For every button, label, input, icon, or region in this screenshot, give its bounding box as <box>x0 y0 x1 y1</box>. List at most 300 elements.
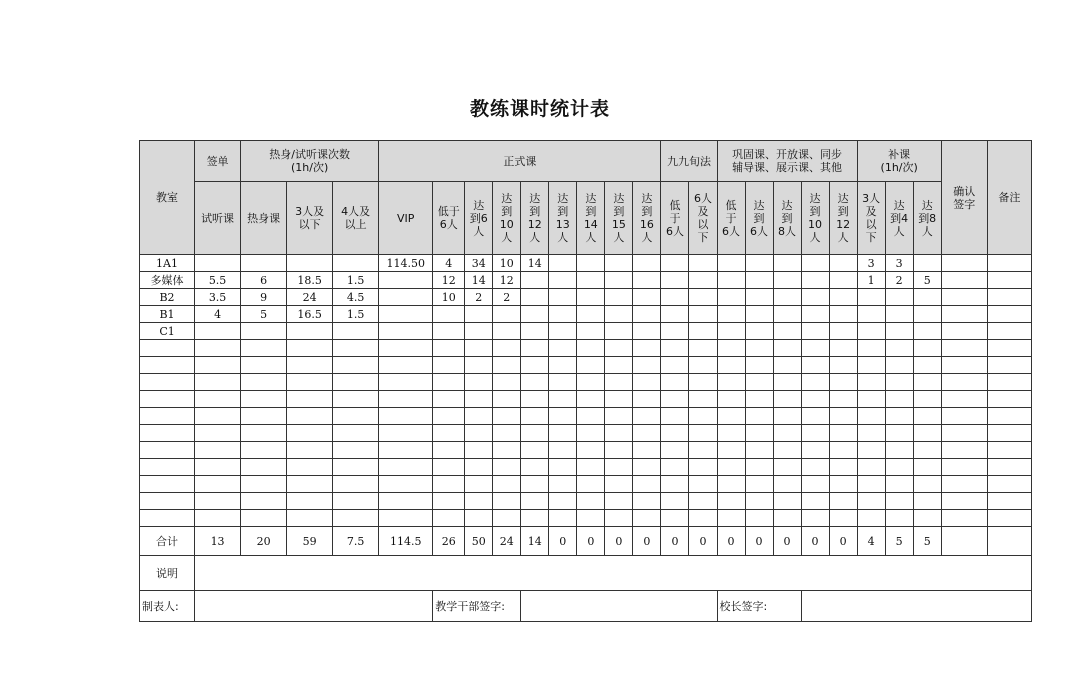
data-cell[interactable] <box>717 272 745 289</box>
data-cell[interactable] <box>333 323 379 340</box>
total-cell[interactable]: 0 <box>717 527 745 556</box>
maker-field[interactable] <box>195 591 433 622</box>
data-cell[interactable] <box>801 323 829 340</box>
data-cell[interactable] <box>493 459 521 476</box>
data-cell[interactable] <box>661 493 689 510</box>
data-cell[interactable] <box>885 374 913 391</box>
data-cell[interactable] <box>987 476 1031 493</box>
total-cell[interactable]: 14 <box>521 527 549 556</box>
data-cell[interactable] <box>195 391 241 408</box>
data-cell[interactable] <box>633 391 661 408</box>
data-cell[interactable] <box>661 255 689 272</box>
data-cell[interactable] <box>549 255 577 272</box>
data-cell[interactable] <box>857 476 885 493</box>
total-cell[interactable]: 0 <box>577 527 605 556</box>
room-cell[interactable] <box>140 442 195 459</box>
data-cell[interactable] <box>605 391 633 408</box>
data-cell[interactable] <box>549 340 577 357</box>
data-cell[interactable] <box>287 391 333 408</box>
data-cell[interactable] <box>801 255 829 272</box>
data-cell[interactable] <box>433 374 465 391</box>
data-cell[interactable] <box>661 510 689 527</box>
data-cell[interactable] <box>493 391 521 408</box>
data-cell[interactable] <box>941 476 987 493</box>
data-cell[interactable] <box>801 459 829 476</box>
data-cell[interactable] <box>717 340 745 357</box>
data-cell[interactable] <box>195 255 241 272</box>
total-cell[interactable]: 114.5 <box>379 527 433 556</box>
data-cell[interactable] <box>913 425 941 442</box>
data-cell[interactable] <box>689 425 717 442</box>
data-cell[interactable] <box>287 408 333 425</box>
data-cell[interactable] <box>521 476 549 493</box>
data-cell[interactable] <box>829 357 857 374</box>
data-cell[interactable] <box>433 306 465 323</box>
data-cell[interactable] <box>241 357 287 374</box>
data-cell[interactable] <box>521 357 549 374</box>
total-cell[interactable] <box>941 527 987 556</box>
data-cell[interactable] <box>801 306 829 323</box>
data-cell[interactable] <box>987 306 1031 323</box>
total-cell[interactable]: 20 <box>241 527 287 556</box>
data-cell[interactable] <box>195 442 241 459</box>
data-cell[interactable] <box>829 289 857 306</box>
data-cell[interactable] <box>689 459 717 476</box>
data-cell[interactable] <box>633 289 661 306</box>
room-cell[interactable] <box>140 391 195 408</box>
data-cell[interactable] <box>633 255 661 272</box>
data-cell[interactable] <box>493 340 521 357</box>
data-cell[interactable] <box>913 255 941 272</box>
data-cell[interactable] <box>885 340 913 357</box>
data-cell[interactable] <box>287 323 333 340</box>
data-cell[interactable] <box>549 289 577 306</box>
data-cell[interactable] <box>521 374 549 391</box>
data-cell[interactable] <box>241 391 287 408</box>
data-cell[interactable] <box>195 357 241 374</box>
data-cell[interactable] <box>605 323 633 340</box>
data-cell[interactable] <box>773 442 801 459</box>
data-cell[interactable] <box>433 357 465 374</box>
data-cell[interactable] <box>773 476 801 493</box>
data-cell[interactable] <box>549 306 577 323</box>
data-cell[interactable] <box>941 255 987 272</box>
data-cell[interactable] <box>941 340 987 357</box>
data-cell[interactable] <box>633 272 661 289</box>
data-cell[interactable] <box>885 306 913 323</box>
data-cell[interactable] <box>521 459 549 476</box>
data-cell[interactable] <box>987 374 1031 391</box>
data-cell[interactable] <box>885 323 913 340</box>
data-cell[interactable] <box>577 425 605 442</box>
data-cell[interactable] <box>829 374 857 391</box>
data-cell[interactable]: 14 <box>521 255 549 272</box>
data-cell[interactable] <box>577 442 605 459</box>
data-cell[interactable] <box>521 323 549 340</box>
data-cell[interactable] <box>745 323 773 340</box>
data-cell[interactable] <box>773 323 801 340</box>
data-cell[interactable] <box>689 493 717 510</box>
room-cell[interactable]: C1 <box>140 323 195 340</box>
data-cell[interactable] <box>857 357 885 374</box>
data-cell[interactable] <box>913 391 941 408</box>
data-cell[interactable] <box>829 340 857 357</box>
total-cell[interactable]: 0 <box>549 527 577 556</box>
data-cell[interactable] <box>333 340 379 357</box>
data-cell[interactable] <box>941 493 987 510</box>
data-cell[interactable] <box>773 255 801 272</box>
data-cell[interactable] <box>549 493 577 510</box>
data-cell[interactable] <box>689 408 717 425</box>
data-cell[interactable] <box>549 476 577 493</box>
data-cell[interactable] <box>941 408 987 425</box>
data-cell[interactable] <box>195 425 241 442</box>
data-cell[interactable] <box>689 476 717 493</box>
data-cell[interactable] <box>885 289 913 306</box>
room-cell[interactable] <box>140 476 195 493</box>
data-cell[interactable] <box>801 374 829 391</box>
data-cell[interactable] <box>689 255 717 272</box>
room-cell[interactable] <box>140 493 195 510</box>
room-cell[interactable]: B1 <box>140 306 195 323</box>
data-cell[interactable] <box>801 391 829 408</box>
data-cell[interactable] <box>829 272 857 289</box>
data-cell[interactable]: 3.5 <box>195 289 241 306</box>
data-cell[interactable] <box>773 340 801 357</box>
data-cell[interactable] <box>689 306 717 323</box>
data-cell[interactable] <box>717 459 745 476</box>
data-cell[interactable] <box>801 493 829 510</box>
data-cell[interactable] <box>465 476 493 493</box>
data-cell[interactable] <box>829 442 857 459</box>
data-cell[interactable] <box>577 323 605 340</box>
data-cell[interactable] <box>941 374 987 391</box>
data-cell[interactable]: 12 <box>433 272 465 289</box>
data-cell[interactable] <box>605 357 633 374</box>
data-cell[interactable] <box>633 510 661 527</box>
data-cell[interactable] <box>857 374 885 391</box>
data-cell[interactable] <box>717 374 745 391</box>
data-cell[interactable]: 24 <box>287 289 333 306</box>
room-cell[interactable] <box>140 425 195 442</box>
data-cell[interactable] <box>773 306 801 323</box>
data-cell[interactable] <box>745 340 773 357</box>
data-cell[interactable] <box>913 408 941 425</box>
data-cell[interactable] <box>661 374 689 391</box>
data-cell[interactable] <box>987 289 1031 306</box>
data-cell[interactable] <box>633 476 661 493</box>
data-cell[interactable] <box>433 476 465 493</box>
data-cell[interactable] <box>829 459 857 476</box>
data-cell[interactable] <box>493 442 521 459</box>
data-cell[interactable] <box>577 255 605 272</box>
data-cell[interactable] <box>717 357 745 374</box>
data-cell[interactable] <box>633 408 661 425</box>
data-cell[interactable] <box>857 459 885 476</box>
data-cell[interactable] <box>549 510 577 527</box>
data-cell[interactable]: 10 <box>433 289 465 306</box>
data-cell[interactable] <box>241 442 287 459</box>
data-cell[interactable] <box>987 510 1031 527</box>
data-cell[interactable] <box>521 493 549 510</box>
data-cell[interactable] <box>605 476 633 493</box>
total-cell[interactable]: 26 <box>433 527 465 556</box>
data-cell[interactable] <box>333 493 379 510</box>
data-cell[interactable] <box>287 442 333 459</box>
data-cell[interactable]: 14 <box>465 272 493 289</box>
data-cell[interactable] <box>717 408 745 425</box>
data-cell[interactable] <box>745 357 773 374</box>
data-cell[interactable] <box>885 425 913 442</box>
data-cell[interactable] <box>987 255 1031 272</box>
data-cell[interactable] <box>379 408 433 425</box>
data-cell[interactable] <box>773 493 801 510</box>
data-cell[interactable] <box>801 357 829 374</box>
data-cell[interactable] <box>661 323 689 340</box>
data-cell[interactable] <box>661 425 689 442</box>
data-cell[interactable] <box>773 374 801 391</box>
total-cell[interactable]: 0 <box>829 527 857 556</box>
data-cell[interactable] <box>379 272 433 289</box>
room-cell[interactable]: 多媒体 <box>140 272 195 289</box>
total-cell[interactable]: 5 <box>913 527 941 556</box>
data-cell[interactable] <box>549 272 577 289</box>
data-cell[interactable] <box>941 306 987 323</box>
data-cell[interactable] <box>605 425 633 442</box>
room-cell[interactable] <box>140 510 195 527</box>
total-cell[interactable]: 7.5 <box>333 527 379 556</box>
data-cell[interactable]: 5 <box>913 272 941 289</box>
data-cell[interactable]: 1.5 <box>333 272 379 289</box>
data-cell[interactable] <box>493 493 521 510</box>
data-cell[interactable] <box>287 340 333 357</box>
data-cell[interactable] <box>801 476 829 493</box>
data-cell[interactable] <box>577 459 605 476</box>
data-cell[interactable] <box>465 408 493 425</box>
data-cell[interactable] <box>465 510 493 527</box>
data-cell[interactable] <box>661 289 689 306</box>
data-cell[interactable] <box>717 306 745 323</box>
data-cell[interactable] <box>829 476 857 493</box>
data-cell[interactable] <box>577 408 605 425</box>
data-cell[interactable] <box>717 442 745 459</box>
data-cell[interactable] <box>857 442 885 459</box>
data-cell[interactable]: 5 <box>241 306 287 323</box>
data-cell[interactable] <box>661 340 689 357</box>
data-cell[interactable]: 4 <box>195 306 241 323</box>
data-cell[interactable]: 2 <box>465 289 493 306</box>
data-cell[interactable] <box>333 255 379 272</box>
data-cell[interactable] <box>829 306 857 323</box>
data-cell[interactable]: 2 <box>885 272 913 289</box>
data-cell[interactable]: 4.5 <box>333 289 379 306</box>
data-cell[interactable] <box>829 510 857 527</box>
data-cell[interactable]: 3 <box>885 255 913 272</box>
data-cell[interactable] <box>941 323 987 340</box>
data-cell[interactable] <box>379 459 433 476</box>
data-cell[interactable] <box>829 493 857 510</box>
data-cell[interactable] <box>689 340 717 357</box>
data-cell[interactable] <box>493 306 521 323</box>
data-cell[interactable] <box>689 442 717 459</box>
data-cell[interactable] <box>287 493 333 510</box>
data-cell[interactable]: 1 <box>857 272 885 289</box>
data-cell[interactable] <box>661 272 689 289</box>
data-cell[interactable] <box>379 510 433 527</box>
data-cell[interactable] <box>433 510 465 527</box>
data-cell[interactable] <box>941 459 987 476</box>
data-cell[interactable] <box>433 408 465 425</box>
data-cell[interactable] <box>465 459 493 476</box>
data-cell[interactable] <box>689 289 717 306</box>
data-cell[interactable] <box>661 306 689 323</box>
total-cell[interactable]: 0 <box>773 527 801 556</box>
data-cell[interactable] <box>287 476 333 493</box>
data-cell[interactable] <box>577 493 605 510</box>
data-cell[interactable] <box>633 357 661 374</box>
data-cell[interactable] <box>195 408 241 425</box>
data-cell[interactable] <box>521 442 549 459</box>
data-cell[interactable] <box>745 510 773 527</box>
data-cell[interactable] <box>333 476 379 493</box>
data-cell[interactable] <box>689 391 717 408</box>
data-cell[interactable] <box>913 493 941 510</box>
data-cell[interactable] <box>521 306 549 323</box>
data-cell[interactable] <box>913 323 941 340</box>
data-cell[interactable] <box>521 408 549 425</box>
total-cell[interactable]: 50 <box>465 527 493 556</box>
data-cell[interactable] <box>745 476 773 493</box>
data-cell[interactable] <box>987 272 1031 289</box>
data-cell[interactable] <box>885 408 913 425</box>
data-cell[interactable] <box>987 425 1031 442</box>
data-cell[interactable] <box>773 459 801 476</box>
data-cell[interactable] <box>829 323 857 340</box>
data-cell[interactable] <box>493 323 521 340</box>
data-cell[interactable] <box>465 357 493 374</box>
data-cell[interactable] <box>333 391 379 408</box>
data-cell[interactable] <box>745 425 773 442</box>
data-cell[interactable] <box>333 510 379 527</box>
data-cell[interactable] <box>941 510 987 527</box>
data-cell[interactable] <box>633 306 661 323</box>
data-cell[interactable] <box>549 442 577 459</box>
data-cell[interactable] <box>913 510 941 527</box>
data-cell[interactable]: 10 <box>493 255 521 272</box>
data-cell[interactable] <box>465 323 493 340</box>
data-cell[interactable] <box>549 323 577 340</box>
data-cell[interactable] <box>465 442 493 459</box>
data-cell[interactable] <box>195 374 241 391</box>
data-cell[interactable] <box>379 306 433 323</box>
data-cell[interactable] <box>241 340 287 357</box>
data-cell[interactable] <box>549 374 577 391</box>
data-cell[interactable] <box>605 510 633 527</box>
data-cell[interactable] <box>633 442 661 459</box>
data-cell[interactable] <box>521 510 549 527</box>
data-cell[interactable] <box>829 425 857 442</box>
data-cell[interactable] <box>577 391 605 408</box>
data-cell[interactable] <box>493 510 521 527</box>
data-cell[interactable] <box>773 391 801 408</box>
principal-field[interactable] <box>801 591 1031 622</box>
data-cell[interactable] <box>549 357 577 374</box>
data-cell[interactable] <box>605 374 633 391</box>
data-cell[interactable] <box>829 391 857 408</box>
data-cell[interactable] <box>379 289 433 306</box>
data-cell[interactable] <box>633 323 661 340</box>
data-cell[interactable] <box>773 510 801 527</box>
data-cell[interactable]: 5.5 <box>195 272 241 289</box>
data-cell[interactable] <box>913 476 941 493</box>
data-cell[interactable] <box>801 340 829 357</box>
data-cell[interactable] <box>717 493 745 510</box>
data-cell[interactable] <box>885 357 913 374</box>
data-cell[interactable] <box>885 493 913 510</box>
data-cell[interactable] <box>287 255 333 272</box>
data-cell[interactable] <box>241 493 287 510</box>
data-cell[interactable] <box>605 306 633 323</box>
data-cell[interactable] <box>605 272 633 289</box>
data-cell[interactable] <box>433 425 465 442</box>
room-cell[interactable] <box>140 357 195 374</box>
data-cell[interactable] <box>987 442 1031 459</box>
data-cell[interactable] <box>745 255 773 272</box>
total-cell[interactable]: 0 <box>605 527 633 556</box>
data-cell[interactable] <box>521 391 549 408</box>
data-cell[interactable] <box>773 289 801 306</box>
data-cell[interactable] <box>379 425 433 442</box>
data-cell[interactable] <box>195 493 241 510</box>
data-cell[interactable] <box>241 476 287 493</box>
data-cell[interactable] <box>913 442 941 459</box>
data-cell[interactable] <box>433 459 465 476</box>
data-cell[interactable] <box>333 357 379 374</box>
data-cell[interactable] <box>633 374 661 391</box>
data-cell[interactable] <box>333 442 379 459</box>
data-cell[interactable] <box>241 408 287 425</box>
data-cell[interactable] <box>857 510 885 527</box>
total-cell[interactable]: 0 <box>689 527 717 556</box>
data-cell[interactable] <box>465 391 493 408</box>
data-cell[interactable] <box>465 306 493 323</box>
data-cell[interactable] <box>433 323 465 340</box>
data-cell[interactable] <box>521 340 549 357</box>
data-cell[interactable] <box>433 442 465 459</box>
data-cell[interactable] <box>577 306 605 323</box>
data-cell[interactable] <box>549 425 577 442</box>
data-cell[interactable] <box>661 357 689 374</box>
data-cell[interactable] <box>801 272 829 289</box>
data-cell[interactable] <box>745 408 773 425</box>
room-cell[interactable] <box>140 340 195 357</box>
room-cell[interactable]: 1A1 <box>140 255 195 272</box>
data-cell[interactable] <box>987 459 1031 476</box>
data-cell[interactable] <box>689 374 717 391</box>
room-cell[interactable] <box>140 459 195 476</box>
data-cell[interactable] <box>829 408 857 425</box>
total-cell[interactable]: 0 <box>633 527 661 556</box>
data-cell[interactable] <box>801 442 829 459</box>
data-cell[interactable] <box>745 272 773 289</box>
data-cell[interactable] <box>333 408 379 425</box>
data-cell[interactable] <box>241 323 287 340</box>
data-cell[interactable]: 9 <box>241 289 287 306</box>
data-cell[interactable] <box>241 510 287 527</box>
room-cell[interactable] <box>140 408 195 425</box>
data-cell[interactable] <box>987 357 1031 374</box>
room-cell[interactable] <box>140 374 195 391</box>
